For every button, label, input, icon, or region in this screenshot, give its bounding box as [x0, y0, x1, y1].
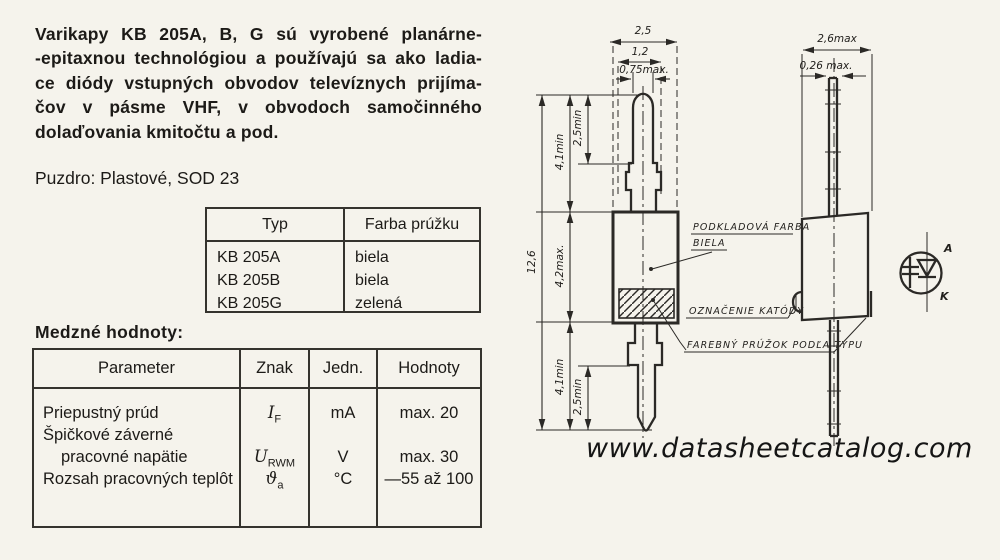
limits-header-jedn: Jedn. — [310, 350, 378, 387]
side-view — [793, 33, 872, 446]
symbol-base: U — [253, 447, 268, 466]
intro-line: Varikapy KB 205A, B, G sú vyrobené planárne- — [35, 24, 482, 44]
table-cell: V — [337, 448, 349, 466]
table-cell: —55 až 100 — [384, 470, 474, 488]
symbol-base: ϑ — [265, 469, 278, 488]
dim-0-26max: 0,26 max. — [799, 60, 853, 72]
intro-line: dolaďovania kmitočtu a pod. — [35, 121, 279, 142]
table-cell: biela — [355, 272, 389, 289]
dim-1-2: 1,2 — [631, 46, 649, 58]
intro-line: ce diódy vstupných obvodov televíznych prijíma- — [35, 72, 482, 93]
color-stripe-hatch — [619, 289, 674, 318]
varicap-symbol — [901, 232, 953, 312]
symbol-base: I — [267, 403, 275, 422]
limits-header-parameter: Parameter — [34, 350, 241, 387]
limits-header-hodnoty: Hodnoty — [398, 359, 460, 377]
symbol-sub: F — [274, 413, 282, 426]
table-cell: Špičkové záverné — [43, 426, 174, 444]
dim-2-5: 2,5 — [634, 25, 652, 37]
table-cell: Rozsah pracovných teplôt — [43, 470, 233, 488]
table-cell: pracovné napätie — [61, 448, 188, 466]
dim-4-1min-bottom: 4,1min — [554, 358, 566, 396]
callout-cathode-marking — [686, 305, 804, 318]
intro-line: -epitaxnou technológiou a používajú sa ako ladia- — [35, 48, 482, 69]
type-table-header-typ: Typ — [207, 209, 345, 240]
type-table-header-farba: Farba prúžku — [364, 215, 460, 233]
table-cell: biela — [355, 249, 389, 266]
table-cell: mA — [330, 404, 356, 422]
table-cell: KB 205G — [217, 295, 282, 312]
side-body — [802, 213, 868, 320]
table-cell: zelená — [355, 295, 403, 312]
table-cell: KB 205B — [217, 272, 281, 289]
limits-header-znak: Znak — [241, 350, 310, 387]
dim-2-5min-top: 2,5min — [572, 109, 584, 147]
table-cell: max. 20 — [399, 404, 459, 422]
stripe-label: FAREBNÝ PRÚŽOK PODĽA TYPU — [687, 340, 864, 351]
package-info: Puzdro: Plastové, SOD 23 — [35, 168, 240, 188]
table-cell: Priepustný prúd — [43, 404, 159, 422]
symbol-sub: a — [277, 479, 284, 492]
table-cell: KB 205A — [217, 249, 281, 266]
base-color-label-line2: BIELA — [693, 238, 726, 249]
dim-2-6max: 2,6max — [817, 33, 857, 45]
table-cell: max. 30 — [399, 448, 459, 466]
dim-0-75max: 0,75max. — [619, 64, 669, 76]
symbol-sub: RWM — [267, 457, 296, 470]
watermark-url: www.datasheetcatalog.com — [586, 433, 973, 464]
intro-line: čov v pásme VHF, v obvodoch samočinného — [35, 97, 482, 118]
dim-4-1min-top: 4,1min — [554, 133, 566, 171]
limits-heading: Medzné hodnoty: — [35, 322, 184, 342]
bottom-lead-outline — [628, 323, 662, 431]
dim-4-2max: 4,2max. — [554, 244, 566, 288]
anode-label: A — [944, 242, 953, 255]
cathode-terminal-label: K — [940, 290, 949, 303]
callout-base-color — [649, 221, 810, 271]
base-color-label-line1: PODKLADOVÁ FARBA — [693, 222, 811, 233]
dim-2-5min-bottom: 2,5min — [572, 378, 584, 416]
dim-12-6: 12,6 — [526, 250, 538, 274]
table-cell: °C — [333, 470, 353, 488]
front-view — [526, 25, 866, 438]
side-top-lead — [825, 78, 841, 216]
cathode-label: OZNAČENIE KATÓDY — [689, 306, 805, 317]
